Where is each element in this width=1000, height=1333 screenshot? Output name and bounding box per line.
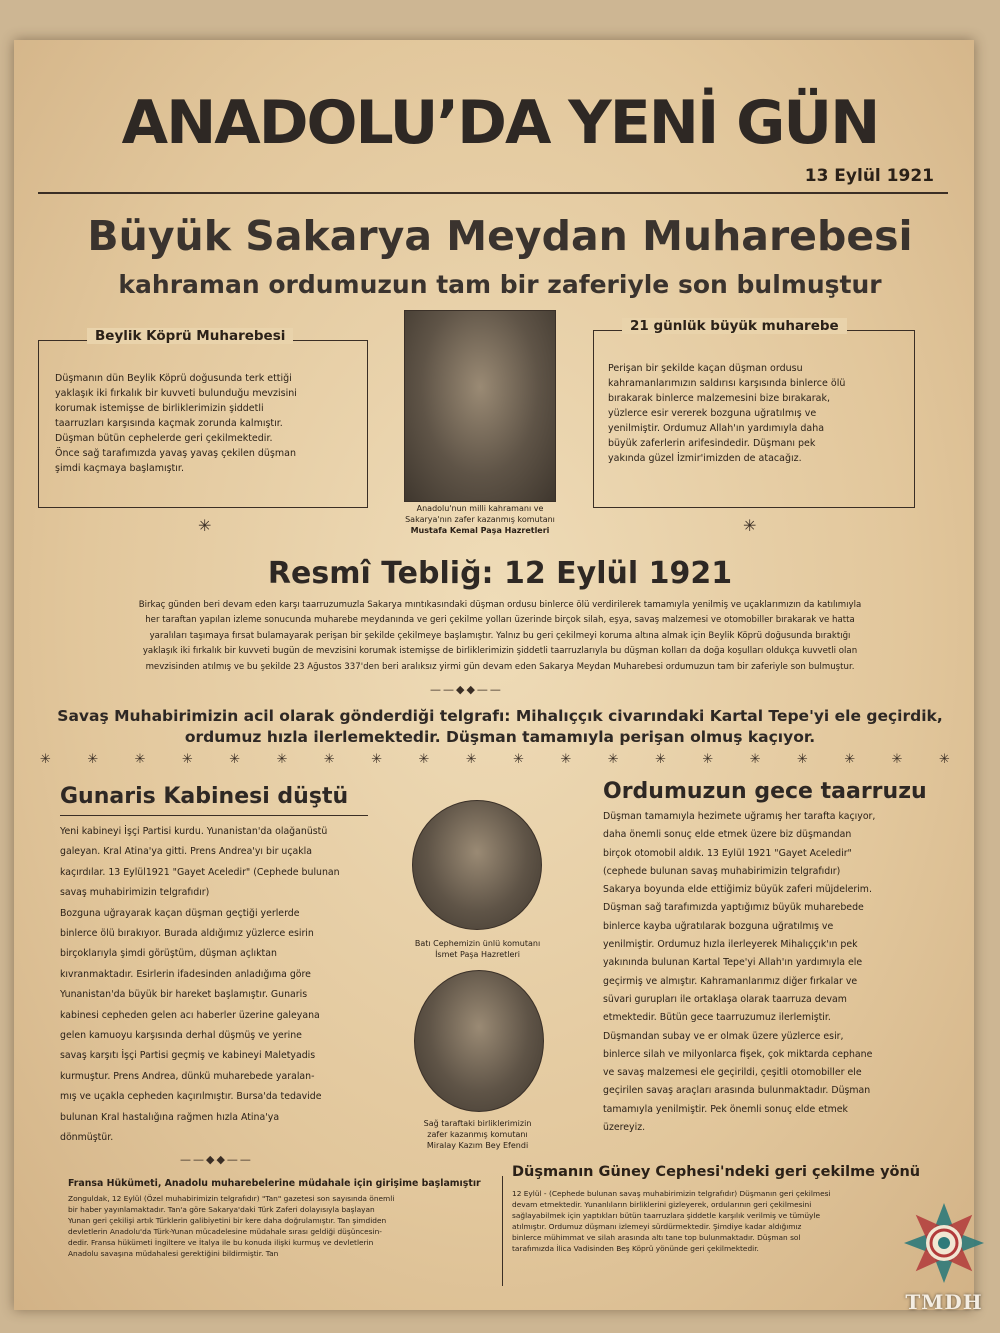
photo-kazim-bey-caption: Sağ taraftaki birliklerimizin zafer kazanmış komutanı Miralay Kazım Bey Efendi — [423, 1119, 532, 1150]
left-article-text: Yeni kabineyi İşçi Partisi kurdu. Yunanistan'da olağanüstü galeyan. Kral Atina'ya gitti. Prens Andrea'yı bir uçakla kaçırdılar. 13 Eylül1921 "Gayet Aceledir" (Cephede bulunan savaş muhabirimizin telgrafıdır) Bozguna uğrayarak kaçan düşman geçtiği yerlerde binlerce ölü bırakıyor. Burada aldığımız yüzlerce esirin birçoklarıyla şimdi görüştüm, düşman açlıktan kıvranmaktadır. Esirlerin ifadesinden anladığıma göre Yunanistan'da büyük bir hareket başlamıştır. Gunaris kabinesi cepheden gelen acı haberler üzerine galeyana gelen kamuoyu karşısında derhal düşmüş ve yerine savaş karşıtı İşçi Partisi geçmiş ve kabineyi Maletyadis kurmuştur. Prens Andrea, dünkü muharebede yaralan- mış ve uçakla cepheden kaçırılmıştır. Bursa'da tedavide bulunan Kral hastalığına rağmen hızla Atina'ya dönmüştür. — [60, 826, 340, 1144]
photo-ismet-pasa-caption: Batı Cephemizin ünlü komutanı İsmet Paşa Hazretleri — [414, 939, 541, 959]
issue-date: 13 Eylül 1921 — [804, 166, 934, 186]
left-article-title: Gunaris Kabinesi düştü — [60, 784, 349, 809]
stars-row: ✳ ✳ ✳ ✳ ✳ ✳ ✳ ✳ ✳ ✳ ✳ ✳ ✳ ✳ ✳ ✳ ✳ ✳ ✳ ✳ — [40, 752, 950, 767]
ornament-star-left: ✳ — [198, 516, 212, 535]
bottom-right-title: Düşmanın Güney Cephesi'ndeki geri çekilme yönü — [512, 1164, 921, 1180]
bottom-divider-ornament: ——◆◆—— — [180, 1153, 253, 1166]
logo-text: TMDH — [905, 1290, 983, 1314]
bottom-left-title: Fransa Hükümeti, Anadolu muharebelerine müdahale için girişime başlamıştır — [68, 1178, 481, 1189]
left-article-underline — [60, 815, 368, 816]
bottom-left-text: Zonguldak, 12 Eylül (Özel muhabirimizin telgrafıdır) "Tan" gazetesi son sayısında önemli bir haber yayınlamaktadır. Tan'a göre Sakarya'daki Türk Zaferi dolayısıyla başlayan Yunan geri çekilişi artık Türklerin galibiyetini bir kere daha doğrulamıştır. Tan şimdiden devletlerin Anadolu'da Türk-Yunan mücadelesine müdahale sırası geldiği düşüncesin- dedir. Fransa hükümeti İngiltere ve İtalya ile bu konuda ilişki kurmuş ve devletlerin Anadolu savaşına müdahalesi gerektiğini bildirmiştir. Tan — [68, 1194, 395, 1258]
telegram-banner: Savaş Muhabirimizin acil olarak gönderdiği telgrafı: Mihalıççık civarındaki Kartal Tepe'yi ele geçirdik, ordumuz hızla ilerlemektedir. Düşman tamamıyla perişan olmuş kaçıyor. — [57, 707, 943, 746]
right-article-text: Düşman tamamıyla hezimete uğramış her tarafta kaçıyor, daha önemli sonuç elde etmek üzere biz düşmandan birçok otomobil aldık. 13 Eylül 1921 "Gayet Aceledir" (cephede bulunan savaş muhabirimizin telgrafıdır) Sakarya boyunda elde ettiğimiz büyük zaferi müjdelerim. Düşman sağ tarafımızda yaptığımız büyük muharebede binlerce kayba uğratılarak bozguna uğratılmış ve yenilmiştir. Ordumuz hızla ilerleyerek Mihalıççık'ın pek yakınında bulunan Kartal Tepe'yi Allah'ın yardımıyla ele geçirmiş ve almıştır. Kahramanlarımız diğer fırkalar ve süvari gurupları ile ortaklaşa olarak taarruza devam etmektedir. Bütün gece taarruzumuz ilerlemiştir. Düşmandan subay ve er olmak üzere yüzlerce esir, binlerce silah ve milyonlarca fişek, çok miktarda cephane ve savaş malzemesi ele geçirildi, çeşitli otomobiller ele geçirilen savaş araçları arasında bulunmaktadır. Düşman tamamıyla yenilmiştir. Pek önemli sonuç elde etmek üzereyiz. — [603, 811, 876, 1134]
right-box-title: 21 günlük büyük muharebe — [622, 318, 847, 334]
bottom-right-text: 12 Eylül - (Cephede bulunan savaş muhabirimizin telgrafıdır) Düşmanın geri çekilmesi devam etmektedir. Yunanlıların birliklerini gizleyerek, ordularının geri çekilmesini sağlayabilmek için yaptıkları bütün taarruzlara şiddetle karşılık verilmiş ve tümüyle atılmıştır. Ordumuz düşmanı izlemeyi sürdürmektedir. Şimdiye kadar aldığımız binlerce mühimmat ve silah arasında altı tane top bulunmaktadır. Düşman sol tarafımızda İlica Vadisinden Beş Köprü yönünde geri çekilmektedir. — [512, 1189, 831, 1253]
official-statement-title: Resmî Tebliğ: 12 Eylül 1921 — [267, 556, 733, 591]
official-statement-text: Birkaç günden beri devam eden karşı taarruzumuzla Sakarya mıntıkasındaki düşman ordusu binlerce ölü verdirilerek tamamıyla yenilmiş ve uçaklarımızın da katılımıyla her taraftan yapılan izleme sonucunda muharebe meydanında ve geri çekilme yolları üzerinde birçok silah, eşya, savaş malzemesi ve otomobiller bırakarak ve hatta yaralıları taşımaya fırsat bulamayarak perişan bir şekilde çekilmeye başlamıştır. Yalnız bu geri çekilmeyi koruma altına almak için Beylik Köprü doğusunda bıraktığı yaklaşık iki fırkalık bir kuvveti bugün de mevzisini korumak istemişse de birliklerimizin şiddetli taarruzlarıyla bu düşman kolları da doğa koşulları oldukça kuvvetli olan mevzisinden atılmış ve bu şekilde 23 Ağustos 337'den beri aralıksız yirmi gün devam eden Sakarya Meydan Muharebesi ordumuzun tam bir zaferiyle son bulmuştur. — [138, 600, 862, 672]
right-box — [593, 318, 915, 508]
left-box — [38, 328, 368, 508]
portrait-caption: Anadolu'nun milli kahramanı ve Sakarya'nın zafer kazanmış komutanı Mustafa Kemal Paşa Hazretleri — [405, 504, 555, 535]
subheadline: kahraman ordumuzun tam bir zaferiyle son bulmuştur — [118, 270, 882, 299]
tmdh-logo — [900, 1200, 988, 1320]
left-box-text: Düşmanın dün Beylik Köprü doğusunda terk ettiği yaklaşık iki fırkalık bir kuvveti bulunduğu mevzisini korumak istemişse de birliklerimizin şiddetli taarruzları karşısında kaçmak zorunda kalmıştır. Düşman bütün cephelerde geri çekilmektedir. Önce sağ tarafımızda yavaş yavaş çekilen düşman şimdi kaçmaya başlamıştır. — [55, 373, 297, 474]
photo-ismet-pasa — [412, 800, 542, 930]
ornament-rosette-icon — [901, 1200, 987, 1286]
masthead: ANADOLU’DA YENİ GÜN — [121, 88, 879, 158]
photo-kazim-bey — [414, 970, 544, 1112]
left-box-title: Beylik Köprü Muharebesi — [87, 328, 293, 344]
masthead-rule — [38, 192, 948, 194]
headline: Büyük Sakarya Meydan Muharebesi — [87, 212, 913, 260]
divider-ornament: ——◆◆—— — [430, 683, 503, 696]
right-box-text: Perişan bir şekilde kaçan düşman ordusu kahramanlarımızın saldırısı karşısında binlerce ölü bırakarak binlerce malzemesini bize bırakarak, yüzlerce esir vererek bozguna uğratılmış ve yenilmiştir. Ordumuz Allah'ın yardımıyla daha büyük zaferlerin arifesindedir. Düşmanı pek yakında güzel İzmir'imizden de atacağız. — [608, 363, 846, 464]
portrait-photo-mustafa-kemal — [404, 310, 556, 502]
right-article-title: Ordumuzun gece taarruzu — [603, 779, 927, 804]
bottom-column-separator — [502, 1176, 503, 1286]
ornament-star-right: ✳ — [743, 516, 757, 535]
